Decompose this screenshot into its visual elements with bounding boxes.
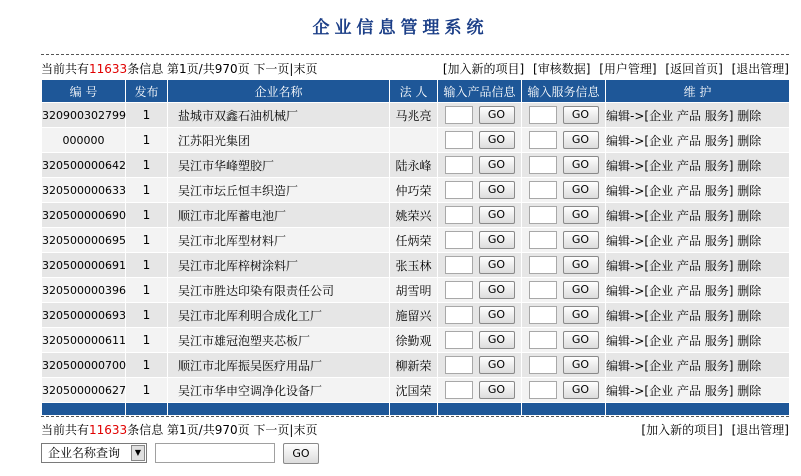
service-input[interactable]: [529, 256, 557, 274]
edit-link[interactable]: 编辑->: [606, 183, 645, 198]
edit-company-link[interactable]: [企业: [644, 358, 674, 373]
delete-link[interactable]: 删除: [737, 333, 762, 348]
logout-link[interactable]: [退出管理]: [731, 62, 789, 76]
service-go-button[interactable]: GO: [563, 231, 599, 249]
chevron-down-icon[interactable]: ▼: [131, 445, 145, 461]
company-code: 320500000700: [42, 353, 126, 378]
edit-service-link[interactable]: 服务]: [704, 208, 734, 223]
service-input[interactable]: [529, 206, 557, 224]
pager-suffix[interactable]: 条信息 第1页/共970页 下一页|末页: [127, 423, 318, 437]
table-row: [42, 228, 790, 253]
service-go-button[interactable]: GO: [563, 356, 599, 374]
edit-company-link[interactable]: [企业: [644, 183, 674, 198]
company-code: 320500000693: [42, 303, 126, 328]
product-go-button[interactable]: GO: [479, 381, 515, 399]
delete-link[interactable]: 删除: [737, 208, 762, 223]
edit-company-link[interactable]: [企业: [644, 233, 674, 248]
company-name: 吴江市北厍型材料厂: [168, 228, 390, 253]
product-input[interactable]: [445, 281, 473, 299]
edit-company-link[interactable]: [企业: [644, 308, 674, 323]
service-go-button[interactable]: GO: [563, 306, 599, 324]
company-name: 吴江市坛丘恒丰织造厂: [168, 178, 390, 203]
publish-flag: 1: [126, 353, 168, 378]
service-input[interactable]: [529, 331, 557, 349]
edit-link[interactable]: 编辑->: [606, 108, 645, 123]
edit-product-link[interactable]: 产品: [676, 333, 701, 348]
service-input-cell: [522, 128, 606, 153]
delete-link[interactable]: 删除: [737, 283, 762, 298]
maintenance-cell: [606, 228, 790, 253]
edit-service-link[interactable]: 服务]: [704, 158, 734, 173]
footer-cell: [522, 403, 606, 416]
edit-company-link[interactable]: [企业: [644, 158, 674, 173]
edit-product-link[interactable]: 产品: [676, 383, 701, 398]
publish-flag: 1: [126, 103, 168, 128]
maintenance-cell: [606, 103, 790, 128]
maintenance-cell: [606, 378, 790, 403]
edit-product-link[interactable]: 产品: [676, 208, 701, 223]
product-go-button[interactable]: GO: [479, 256, 515, 274]
product-go-button[interactable]: GO: [479, 131, 515, 149]
product-input[interactable]: [445, 156, 473, 174]
product-input[interactable]: [445, 356, 473, 374]
edit-link[interactable]: 编辑->: [606, 383, 645, 398]
service-go-button[interactable]: GO: [563, 331, 599, 349]
legal-person: 徐勤观: [390, 328, 438, 353]
product-input[interactable]: [445, 131, 473, 149]
company-code: 320500000642: [42, 153, 126, 178]
table-row: [42, 253, 790, 278]
home-link[interactable]: [返回首页]: [665, 62, 723, 76]
record-count: 11633: [89, 62, 128, 76]
maintenance-cell: [606, 128, 790, 153]
edit-service-link[interactable]: 服务]: [704, 333, 734, 348]
product-input-cell: [438, 178, 522, 203]
page-title: 企业信息管理系统: [312, 18, 489, 38]
maintenance-cell: [606, 353, 790, 378]
footer-cell: [126, 403, 168, 416]
product-input[interactable]: [445, 256, 473, 274]
table-footer-bar: [42, 403, 790, 416]
product-input-cell: [438, 228, 522, 253]
top-divider: [41, 54, 789, 55]
edit-company-link[interactable]: [企业: [644, 333, 674, 348]
product-input-cell: [438, 353, 522, 378]
company-code: 320500000690: [42, 203, 126, 228]
edit-product-link[interactable]: 产品: [676, 158, 701, 173]
service-input-cell: [522, 178, 606, 203]
maintenance-cell: [606, 253, 790, 278]
company-name: 江苏阳光集团: [168, 128, 390, 153]
legal-person: 沈国荣: [390, 378, 438, 403]
service-input[interactable]: [529, 156, 557, 174]
company-name: 吴江市北厍梓树涂料厂: [168, 253, 390, 278]
edit-service-link[interactable]: 服务]: [704, 108, 734, 123]
edit-link[interactable]: 编辑->: [606, 133, 645, 148]
service-go-button[interactable]: GO: [563, 131, 599, 149]
publish-flag: 1: [126, 328, 168, 353]
maintenance-cell: [606, 278, 790, 303]
edit-link[interactable]: 编辑->: [606, 258, 645, 273]
product-go-button[interactable]: GO: [479, 106, 515, 124]
search-type-select[interactable]: [41, 443, 147, 463]
company-code: 320500000627: [42, 378, 126, 403]
edit-service-link[interactable]: 服务]: [704, 233, 734, 248]
company-name: 吴江市雄冠泡塑夹芯板厂: [168, 328, 390, 353]
company-name: 吴江市北厍利明合成化工厂: [168, 303, 390, 328]
table-row: [42, 203, 790, 228]
product-input-cell: [438, 328, 522, 353]
product-go-button[interactable]: GO: [479, 281, 515, 299]
company-name: 吴江市华峰塑胶厂: [168, 153, 390, 178]
service-input[interactable]: [529, 131, 557, 149]
delete-link[interactable]: 删除: [737, 358, 762, 373]
edit-product-link[interactable]: 产品: [676, 258, 701, 273]
company-name: 盐城市双鑫石油机械厂: [168, 103, 390, 128]
edit-link[interactable]: 编辑->: [606, 308, 645, 323]
legal-person: 任炳荣: [390, 228, 438, 253]
company-code: 320500000611: [42, 328, 126, 353]
table-row: [42, 328, 790, 353]
delete-link[interactable]: 删除: [737, 233, 762, 248]
service-go-button[interactable]: GO: [563, 106, 599, 124]
edit-link[interactable]: 编辑->: [606, 358, 645, 373]
publish-flag: 1: [126, 128, 168, 153]
service-input-cell: [522, 253, 606, 278]
edit-product-link[interactable]: 产品: [676, 283, 701, 298]
product-input-cell: [438, 103, 522, 128]
table-row: [42, 153, 790, 178]
product-input-cell: [438, 303, 522, 328]
edit-company-link[interactable]: [企业: [644, 133, 674, 148]
edit-product-link[interactable]: 产品: [676, 308, 701, 323]
footer-cell: [390, 403, 438, 416]
bottom-divider: [41, 416, 789, 417]
maintenance-cell: [606, 328, 790, 353]
edit-company-link[interactable]: [企业: [644, 208, 674, 223]
product-go-button[interactable]: GO: [479, 306, 515, 324]
service-go-button[interactable]: GO: [563, 281, 599, 299]
edit-company-link[interactable]: [企业: [644, 383, 674, 398]
table-row: [42, 103, 790, 128]
service-input-cell: [522, 228, 606, 253]
product-input-cell: [438, 128, 522, 153]
delete-link[interactable]: 删除: [737, 383, 762, 398]
product-go-button[interactable]: GO: [479, 331, 515, 349]
service-input-cell: [522, 153, 606, 178]
company-name: 吴江市华申空调净化设备厂: [168, 378, 390, 403]
table-row: [42, 278, 790, 303]
review-data-link[interactable]: [审核数据]: [533, 62, 591, 76]
service-go-button[interactable]: GO: [563, 256, 599, 274]
company-name: 顺江市北厍振吴医疗用品厂: [168, 353, 390, 378]
pager-prefix: 当前共有: [41, 62, 90, 76]
service-input-cell: [522, 328, 606, 353]
logout-link[interactable]: [退出管理]: [731, 423, 789, 437]
maintenance-cell: [606, 303, 790, 328]
product-input[interactable]: [445, 306, 473, 324]
edit-link[interactable]: 编辑->: [606, 208, 645, 223]
delete-link[interactable]: 删除: [737, 258, 762, 273]
pager-prefix: 当前共有: [41, 423, 90, 437]
edit-service-link[interactable]: 服务]: [704, 283, 734, 298]
edit-product-link[interactable]: 产品: [676, 233, 701, 248]
col-company-name: 企业名称: [168, 80, 390, 103]
company-code: 320500000695: [42, 228, 126, 253]
publish-flag: 1: [126, 278, 168, 303]
edit-product-link[interactable]: 产品: [676, 183, 701, 198]
edit-link[interactable]: 编辑->: [606, 333, 645, 348]
company-code: 320500000691: [42, 253, 126, 278]
edit-company-link[interactable]: [企业: [644, 108, 674, 123]
product-input[interactable]: [445, 331, 473, 349]
publish-flag: 1: [126, 178, 168, 203]
legal-person: 张玉林: [390, 253, 438, 278]
search-type-value: 企业名称查询: [48, 446, 121, 460]
edit-link[interactable]: 编辑->: [606, 283, 645, 298]
product-input-cell: [438, 253, 522, 278]
product-go-button[interactable]: GO: [479, 156, 515, 174]
record-count: 11633: [89, 423, 128, 437]
product-input[interactable]: [445, 381, 473, 399]
col-maintenance: 维 护: [606, 80, 790, 103]
pager-suffix[interactable]: 条信息 第1页/共970页 下一页|末页: [127, 62, 318, 76]
publish-flag: 1: [126, 153, 168, 178]
edit-product-link[interactable]: 产品: [676, 358, 701, 373]
service-input[interactable]: [529, 306, 557, 324]
product-input[interactable]: [445, 206, 473, 224]
product-input-cell: [438, 378, 522, 403]
footer-cell: [168, 403, 390, 416]
product-input-cell: [438, 153, 522, 178]
product-input[interactable]: [445, 231, 473, 249]
service-input[interactable]: [529, 181, 557, 199]
legal-person: 仲巧荣: [390, 178, 438, 203]
service-input-cell: [522, 353, 606, 378]
service-input-cell: [522, 203, 606, 228]
edit-service-link[interactable]: 服务]: [704, 383, 734, 398]
publish-flag: 1: [126, 378, 168, 403]
edit-link[interactable]: 编辑->: [606, 158, 645, 173]
publish-flag: 1: [126, 253, 168, 278]
product-go-button[interactable]: GO: [479, 181, 515, 199]
table-row: [42, 378, 790, 403]
product-go-button[interactable]: GO: [479, 206, 515, 224]
legal-person: 胡雪明: [390, 278, 438, 303]
publish-flag: 1: [126, 303, 168, 328]
table-row: [42, 178, 790, 203]
delete-link[interactable]: 删除: [737, 133, 762, 148]
company-name: 顺江市北厍蓄电池厂: [168, 203, 390, 228]
legal-person: 陆永峰: [390, 153, 438, 178]
legal-person: 马兆亮: [390, 103, 438, 128]
edit-product-link[interactable]: 产品: [676, 133, 701, 148]
search-go-button[interactable]: GO: [283, 443, 319, 464]
product-input-cell: [438, 278, 522, 303]
service-go-button[interactable]: GO: [563, 206, 599, 224]
service-input[interactable]: [529, 381, 557, 399]
company-name: 吴江市胜达印染有限责任公司: [168, 278, 390, 303]
company-code: 000000: [42, 128, 126, 153]
publish-flag: 1: [126, 203, 168, 228]
service-input-cell: [522, 278, 606, 303]
pager-info-top: [41, 60, 317, 77]
table-row: [42, 303, 790, 328]
service-input[interactable]: [529, 356, 557, 374]
service-go-button[interactable]: GO: [563, 181, 599, 199]
user-admin-link[interactable]: [用户管理]: [599, 62, 657, 76]
service-input[interactable]: [529, 231, 557, 249]
service-input-cell: [522, 303, 606, 328]
table-row: [42, 353, 790, 378]
edit-service-link[interactable]: 服务]: [704, 183, 734, 198]
company-table: [41, 79, 790, 416]
pager-info-bottom: [41, 421, 317, 438]
service-go-button[interactable]: GO: [563, 156, 599, 174]
legal-person: [390, 128, 438, 153]
edit-service-link[interactable]: 服务]: [704, 358, 734, 373]
col-publish: 发布: [126, 80, 168, 103]
col-legal-person: 法 人: [390, 80, 438, 103]
company-code: 320900302799: [42, 103, 126, 128]
table-row: [42, 128, 790, 153]
col-product-info: 输入产品信息: [438, 80, 522, 103]
legal-person: 施留兴: [390, 303, 438, 328]
edit-service-link[interactable]: 服务]: [704, 308, 734, 323]
maintenance-cell: [606, 178, 790, 203]
col-service-info: 输入服务信息: [522, 80, 606, 103]
legal-person: 姚荣兴: [390, 203, 438, 228]
edit-company-link[interactable]: [企业: [644, 283, 674, 298]
service-input-cell: [522, 378, 606, 403]
edit-product-link[interactable]: 产品: [676, 108, 701, 123]
delete-link[interactable]: 删除: [737, 308, 762, 323]
service-input-cell: [522, 103, 606, 128]
add-project-link[interactable]: [加入新的项目]: [641, 423, 723, 437]
bottom-links: [636, 421, 789, 438]
company-code: 320500000633: [42, 178, 126, 203]
add-project-link[interactable]: [加入新的项目]: [442, 62, 525, 76]
footer-cell: [438, 403, 522, 416]
publish-flag: 1: [126, 228, 168, 253]
company-code: 320500000396: [42, 278, 126, 303]
product-input[interactable]: [445, 106, 473, 124]
product-go-button[interactable]: GO: [479, 356, 515, 374]
edit-service-link[interactable]: 服务]: [704, 258, 734, 273]
footer-cell: [42, 403, 126, 416]
delete-link[interactable]: 删除: [737, 108, 762, 123]
service-input[interactable]: [529, 106, 557, 124]
service-go-button[interactable]: GO: [563, 381, 599, 399]
product-go-button[interactable]: GO: [479, 231, 515, 249]
product-input[interactable]: [445, 181, 473, 199]
table-header: [42, 80, 790, 103]
delete-link[interactable]: 删除: [737, 158, 762, 173]
maintenance-cell: [606, 153, 790, 178]
col-code: 编 号: [42, 80, 126, 103]
service-input[interactable]: [529, 281, 557, 299]
delete-link[interactable]: 删除: [737, 183, 762, 198]
edit-link[interactable]: 编辑->: [606, 233, 645, 248]
footer-cell: [606, 403, 790, 416]
maintenance-cell: [606, 203, 790, 228]
edit-service-link[interactable]: 服务]: [704, 133, 734, 148]
top-links: [438, 60, 789, 77]
product-input-cell: [438, 203, 522, 228]
edit-company-link[interactable]: [企业: [644, 258, 674, 273]
search-input[interactable]: [155, 443, 275, 463]
legal-person: 柳新荣: [390, 353, 438, 378]
